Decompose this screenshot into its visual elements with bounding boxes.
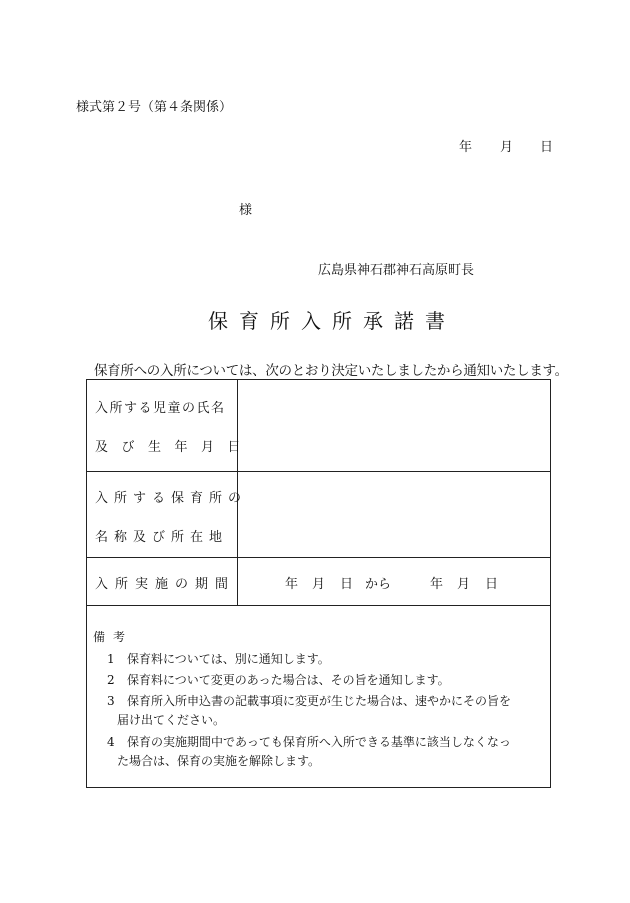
row-divider: [87, 471, 550, 472]
recipient-suffix: 様: [239, 203, 253, 218]
date-year-label: 年: [459, 140, 473, 155]
row-divider: [87, 605, 550, 606]
remarks-heading: 備考: [93, 630, 134, 644]
remark-item: [107, 671, 450, 688]
date-day-label: 日: [540, 140, 554, 155]
remark-number: 4: [107, 735, 115, 749]
intro-text: 保育所への入所については、次のとおり決定いたしましたから通知いたします。: [94, 363, 568, 379]
remark-text: 保育の実施期間中であっても保育所へ入所できる基準に該当しなくなっ: [127, 735, 511, 749]
notice-table: [86, 379, 551, 788]
remark-number: 3: [107, 694, 115, 708]
remark-text: 保育料について変更のあった場合は、その旨を通知します。: [127, 673, 450, 687]
remark-text: 保育料については、別に通知します。: [127, 652, 330, 666]
remark-item: [107, 692, 511, 709]
period-end-year: 年: [430, 577, 444, 592]
nursery-label-line2: 名称及び所在地: [95, 530, 229, 545]
form-number: 様式第２号（第４条関係）: [76, 100, 233, 115]
period-label: 入所実施の期間: [95, 577, 236, 592]
child-name-label-line1: 入所する児童の氏名: [95, 401, 226, 416]
remark-continuation: 届け出てください。: [117, 713, 226, 727]
remark-text: 保育所入所申込書の記載事項に変更が生じた場合は、速やかにその旨を: [127, 694, 512, 708]
remark-number: 2: [107, 673, 115, 687]
remark-item: [107, 733, 511, 750]
issuer-name: 広島県神石郡神石高原町長: [318, 263, 475, 278]
period-end-month: 月: [457, 577, 471, 592]
date-month-label: 月: [500, 140, 514, 155]
period-start-day: 日: [340, 577, 354, 592]
row-divider: [87, 557, 550, 558]
remark-item: [107, 650, 330, 667]
period-start-month: 月: [312, 577, 326, 592]
period-start-year: 年: [285, 577, 299, 592]
remark-number: 1: [107, 652, 115, 666]
period-from-text: から: [365, 577, 392, 592]
remark-continuation: た場合は、保育の実施を解除します。: [117, 754, 321, 768]
nursery-label-line1: 入所する保育所の: [95, 491, 248, 506]
document-title: 保育所入所承諾書: [208, 309, 456, 333]
period-end-day: 日: [485, 577, 499, 592]
child-name-label-line2: 及び生年月日: [95, 440, 255, 455]
